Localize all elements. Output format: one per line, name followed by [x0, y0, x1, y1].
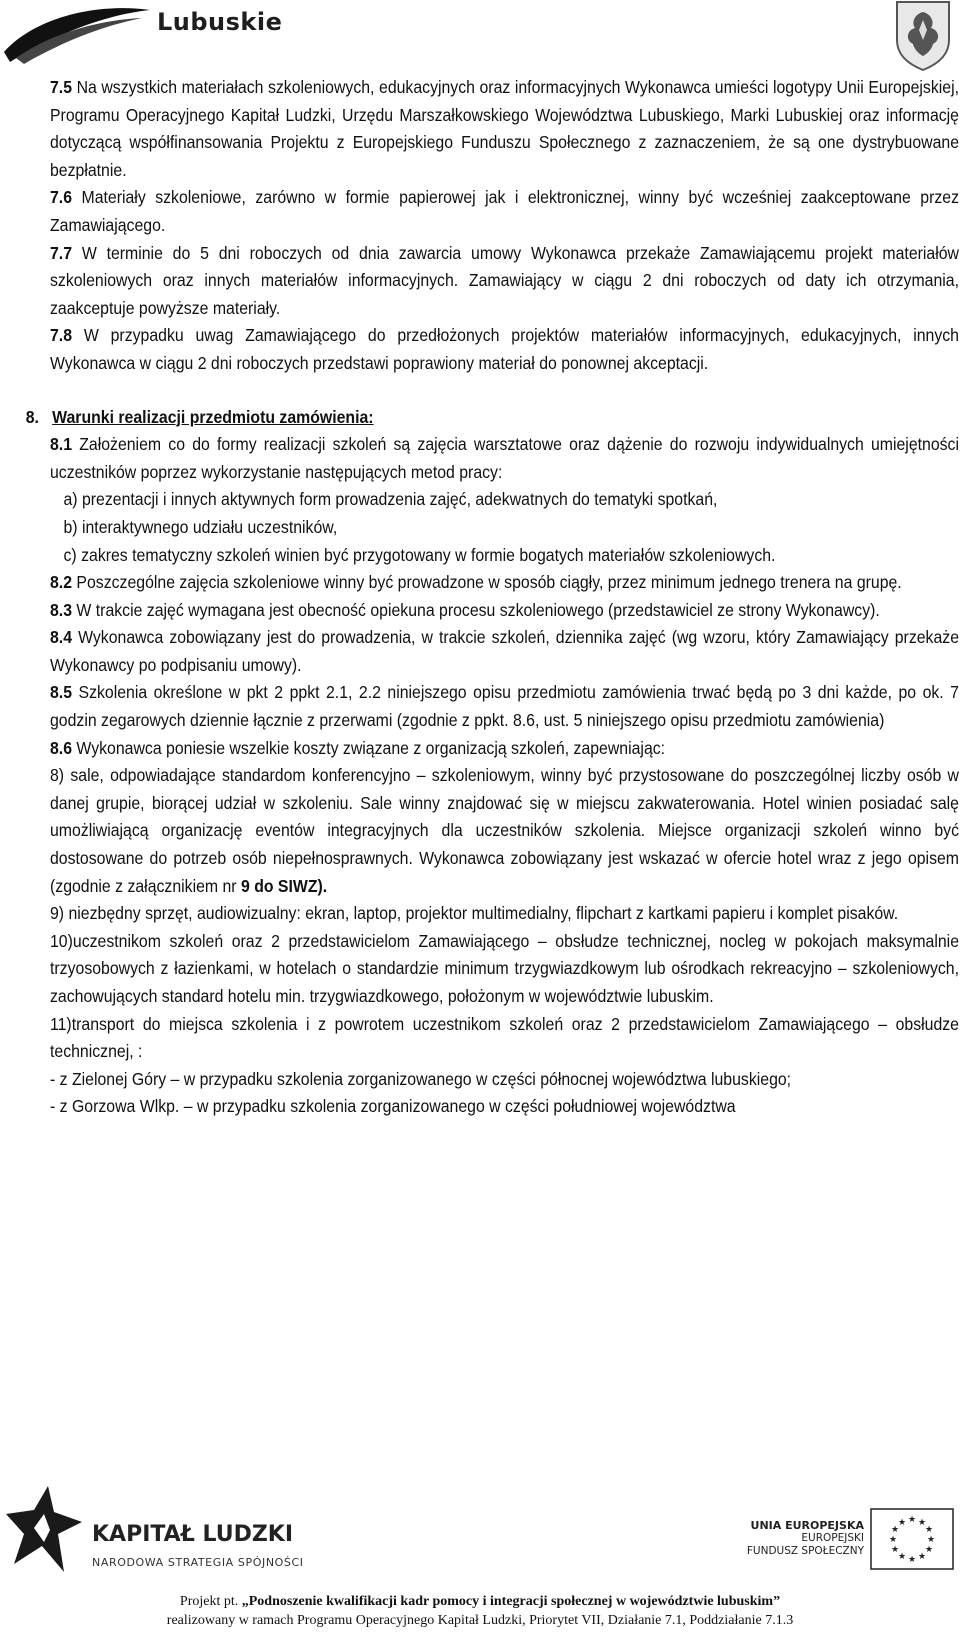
list-item-b: b) interaktywnego udziału uczestników,: [63, 516, 338, 537]
project-line: Projekt pt. „Podnoszenie kwalifikacji kadr pomocy i integracji społecznej w województwie lubuskim”: [179, 1594, 781, 1609]
svg-text:★: ★: [890, 1545, 900, 1555]
paragraph-8-1: 8.1 Założeniem co do formy realizacji szkoleń są zajęcia warsztatowe oraz dążenie do rozwoju indywidualnych umiejętności uczestników poprzez wykorzystanie następujących metod pracy:: [50, 434, 960, 482]
section-8-heading: 8. Warunki realizacji przedmiotu zamówienia:: [25, 406, 374, 427]
svg-text:★: ★: [926, 1535, 936, 1545]
list-item-a: a) prezentacji i innych aktywnych form prowadzenia zajęć, adekwatnych do tematyki spotkań,: [63, 489, 718, 510]
dash-item-zielona-gora: - z Zielonej Góry – w przypadku szkolenia zorganizowanego w części północnej województwa lubuskiego;: [50, 1068, 792, 1089]
lubuskie-logo-icon: [2, 0, 152, 66]
list-item-c: c) zakres tematyczny szkoleń winien być przygotowany w formie bogatych materiałów szkoleniowych.: [63, 544, 776, 565]
eu-flag-icon: [870, 1508, 954, 1570]
numbered-item-8: 8) sale, odpowiadające standardom konferencyjno – szkoleniowym, winny być przystosowane do poszczególnej liczby osób w danej grupie, biorącej udział w szkoleniu. Sale winny znajdować się w miejscu zakwaterowania. Hotel winien posiadać salę umożliwiającą organizację eventów integracyjnych dla uczestników szkolenia. Miejsce organizacji szkoleń winno być dostosowane do potrzeb osób niepełnosprawnych. Wykonawca zobowiązany jest wskazać w ofercie hotel wraz z jego opisem (zgodnie z załącznikiem nr 9 do SIWZ).: [50, 765, 959, 896]
paragraph-7-5: 7.5 Na wszystkich materiałach szkoleniowych, edukacyjnych oraz informacyjnych Wykonawca umieści logotypy Unii Europejskiej, Programu Operacyjnego Kapitał Ludzki, Urzędu Marszałkowskiego Województwa Lubuskiego, Marki Lubuskiej oraz informację dotyczącą współfinansowania Projektu z Europejskiego Funduszu Społecznego z zaznaczeniem, że są one dystrybuowane bezpłatnie.: [50, 77, 960, 180]
page-footer: [0, 1592, 960, 1630]
logo-text: Lubuskie: [157, 8, 283, 36]
svg-text:★: ★: [888, 1535, 898, 1545]
coat-of-arms-icon: [893, 0, 953, 72]
paragraph-8-5: 8.5 Szkolenia określone w pkt 2 ppkt 2.1, 2.2 niniejszego opisu przedmiotu zamówienia trwać będą po 3 dni każde, po ok. 7 godzin zegarowych dziennie łącznie z przerwami (zgodnie z ppkt. 8.6, ust. 5 niniejszego opisu przedmiotu zamówienia): [50, 682, 960, 731]
paragraph-7-7: 7.7 W terminie do 5 dni roboczych od dnia zawarcia umowy Wykonawca przekaże Zamawiającemu projekt materiałów szkoleniowych oraz innych materiałów informacyjnych. Zamawiający w ciągu 2 dni roboczych od daty ich otrzymania, zaakceptuje powyższe materiały.: [50, 242, 960, 318]
svg-text:★: ★: [897, 1552, 907, 1562]
paragraph-8-2: 8.2 Poszczególne zajęcia szkoleniowe winny być prowadzone w sposób ciągły, przez minimum jednego trenera na grupę.: [50, 572, 902, 593]
svg-text:★: ★: [890, 1525, 900, 1535]
eu-label: UNIA EUROPEJSKA EUROPEJSKI FUNDUSZ SPOŁECZNY: [746, 1519, 864, 1557]
paragraph-7-6: 7.6 Materiały szkoleniowe, zarówno w formie papierowej jak i elektronicznej, winny być wcześniej zaakceptowane przez Zamawiającego.: [50, 187, 960, 235]
numbered-item-9: 9) niezbędny sprzęt, audiowizualny: ekran, laptop, projektor multimedialny, flipchart z kartkami papieru i komplet pisaków.: [50, 903, 899, 924]
svg-text:★: ★: [917, 1552, 927, 1562]
paragraph-8-3: 8.3 W trakcie zajęć wymagana jest obecność opiekuna procesu szkoleniowego (przedstawiciel ze strony Wykonawcy).: [50, 599, 880, 620]
document-body: [25, 74, 960, 1121]
paragraph-7-8: 7.8 W przypadku uwag Zamawiającego do przedłożonych projektów materiałów informacyjnych, edukacyjnych, innych Wykonawca w ciągu 2 dni roboczych przedstawi poprawiony materiał do ponownej akceptacji.: [50, 325, 960, 373]
svg-text:★: ★: [907, 1515, 917, 1525]
kapital-ludzki-subtitle: NARODOWA STRATEGIA SPÓJNOŚCI: [92, 1556, 304, 1569]
realization-line: realizowany w ramach Programu Operacyjnego Kapitał Ludzki, Priorytet VII, Działanie 7.1, Poddziałanie 7.1.3: [166, 1613, 794, 1628]
kapital-ludzki-title: KAPITAŁ LUDZKI: [92, 1522, 294, 1547]
page-header: [0, 0, 960, 72]
svg-text:★: ★: [924, 1545, 934, 1555]
paragraph-8-6: 8.6 Wykonawca poniesie wszelkie koszty związane z organizacją szkoleń, zapewniając:: [50, 737, 666, 758]
svg-text:★: ★: [897, 1518, 907, 1528]
svg-text:★: ★: [924, 1525, 934, 1535]
dash-item-gorzow: - z Gorzowa Wlkp. – w przypadku szkolenia zorganizowanego w części południowej województwa: [50, 1096, 736, 1117]
numbered-item-10: 10)uczestnikom szkoleń oraz 2 przedstawicielom Zamawiającego – obsłudze technicznej, nocleg w pokojach maksymalnie trzyosobowych z łazienkami, w hotelach o standardzie minimum trzygwiazdkowym lub ośrodkach rekreacyjno – szkoleniowych, zachowujących standard hotelu min. trzygwiazdkowego, położonym w województwie lubuskim.: [50, 930, 959, 1006]
footer-logos: [0, 1478, 960, 1578]
svg-text:★: ★: [907, 1555, 917, 1565]
svg-text:★: ★: [917, 1518, 927, 1528]
kapital-ludzki-star-icon: [4, 1484, 84, 1574]
numbered-item-11: 11)transport do miejsca szkolenia i z powrotem uczestnikom szkoleń oraz 2 przedstawicielom Zamawiającego – obsłudze technicznej, :: [50, 1013, 959, 1062]
paragraph-8-4: 8.4 Wykonawca zobowiązany jest do prowadzenia, w trakcie szkoleń, dziennika zajęć (wg wzoru, który Zamawiający przekaże Wykonawcy po podpisaniu umowy).: [50, 627, 960, 675]
